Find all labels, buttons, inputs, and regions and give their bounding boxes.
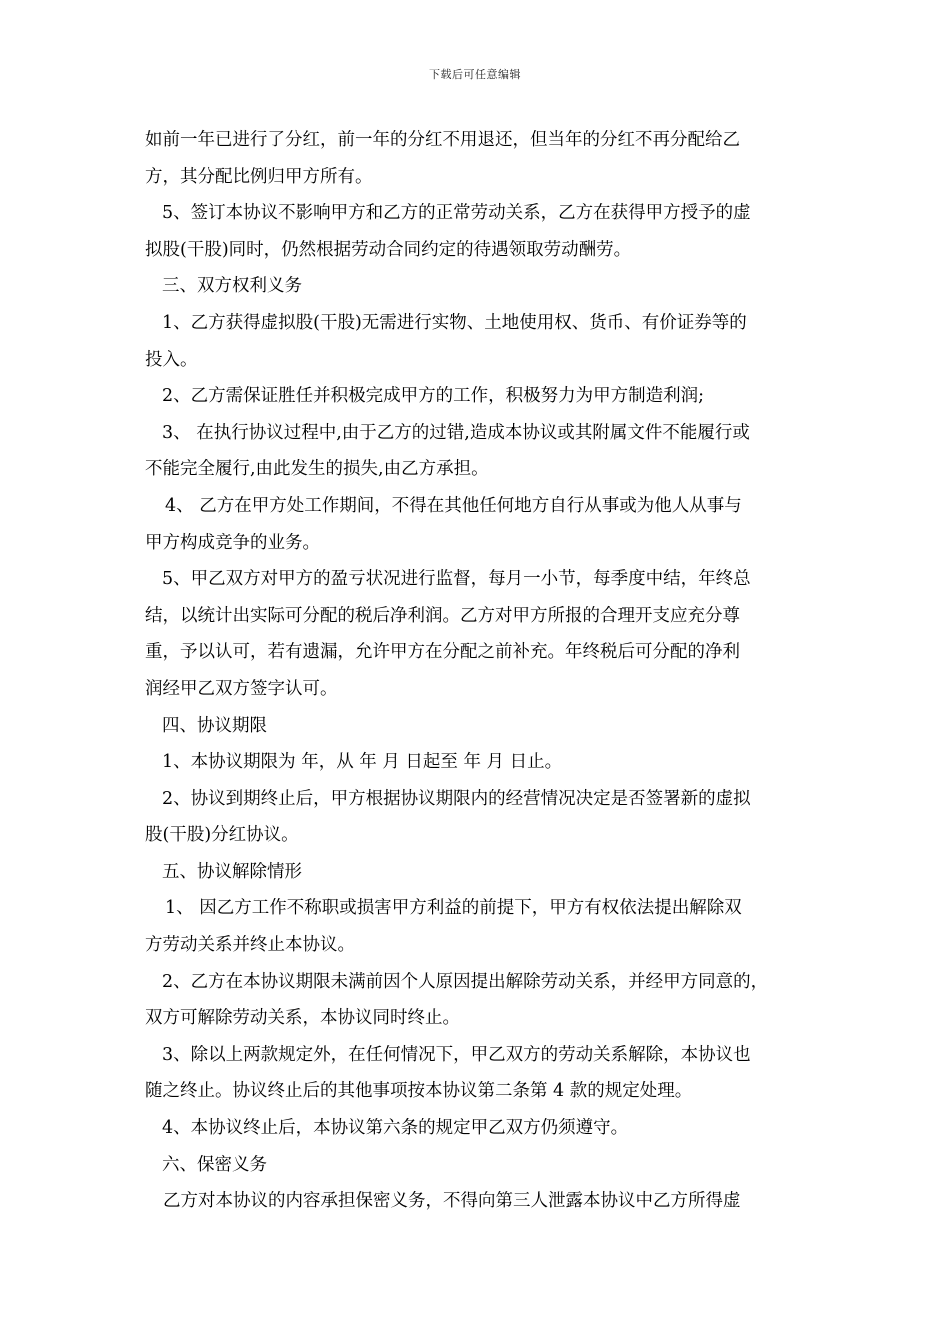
document-body <box>145 122 813 1220</box>
paragraph-line: 拟股(干股)同时，仍然根据劳动合同约定的待遇领取劳动酬劳。 <box>145 239 632 260</box>
section-heading: 四、协议期限 <box>162 715 267 736</box>
paragraph-line: 重，予以认可，若有遗漏，允许甲方在分配之前补充。年终税后可分配的净利 <box>145 642 740 663</box>
paragraph-line: 2、协议到期终止后，甲方根据协议期限内的经营情况决定是否签署新的虚拟 <box>162 788 751 809</box>
paragraph-line: 甲方构成竞争的业务。 <box>145 532 320 553</box>
paragraph-line: 双方可解除劳动关系，本协议同时终止。 <box>145 1008 460 1029</box>
paragraph-line: 4、 乙方在甲方处工作期间，不得在其他任何地方自行从事或为他人从事与 <box>165 495 742 516</box>
paragraph-line: 股(干股)分红协议。 <box>145 825 299 846</box>
paragraph-line: 4、本协议终止后，本协议第六条的规定甲乙双方仍须遵守。 <box>162 1118 629 1139</box>
paragraph-line: 随之终止。协议终止后的其他事项按本协议第二条第 4 款的规定处理。 <box>145 1081 693 1102</box>
paragraph-line: 2、乙方需保证胜任并积极完成甲方的工作，积极努力为甲方制造利润; <box>162 386 705 407</box>
section-heading: 五、协议解除情形 <box>162 861 302 882</box>
paragraph-line: 方劳动关系并终止本协议。 <box>145 935 355 956</box>
section-heading: 六、保密义务 <box>162 1154 267 1175</box>
paragraph-line: 如前一年已进行了分红，前一年的分红不用退还，但当年的分红不再分配给乙 <box>145 130 740 150</box>
paragraph-line: 5、签订本协议不影响甲方和乙方的正常劳动关系，乙方在获得甲方授予的虚 <box>162 203 751 224</box>
paragraph-line: 方，其分配比例归甲方所有。 <box>145 166 373 187</box>
paragraph-line: 1、本协议期限为 年，从 年 月 日起至 年 月 日止。 <box>162 752 563 773</box>
paragraph-line: 3、 在执行协议过程中,由于乙方的过错,造成本协议或其附属文件不能履行或 <box>162 422 750 443</box>
paragraph-line: 2、乙方在本协议期限未满前因个人原因提出解除劳动关系，并经甲方同意的， <box>162 971 769 992</box>
page-header: 下载后可任意编辑 <box>429 68 521 81</box>
paragraph-line: 3、除以上两款规定外，在任何情况下，甲乙双方的劳动关系解除，本协议也 <box>162 1044 751 1065</box>
paragraph-line: 1、 因乙方工作不称职或损害甲方利益的前提下，甲方有权依法提出解除双 <box>165 898 742 919</box>
paragraph-line: 不能完全履行,由此发生的损失,由乙方承担。 <box>145 459 489 480</box>
paragraph-line: 投入。 <box>145 349 198 370</box>
paragraph-line: 润经甲乙双方签字认可。 <box>145 678 338 699</box>
paragraph-line: 乙方对本协议的内容承担保密义务，不得向第三人泄露本协议中乙方所得虚 <box>163 1191 741 1212</box>
paragraph-line: 结，以统计出实际可分配的税后净利润。乙方对甲方所报的合理开支应充分尊 <box>145 605 740 626</box>
paragraph-line: 5、甲乙双方对甲方的盈亏状况进行监督，每月一小节，每季度中结，年终总 <box>162 569 751 590</box>
paragraph-line: 1、乙方获得虚拟股(干股)无需进行实物、土地使用权、货币、有价证券等的 <box>162 312 747 333</box>
section-heading: 三、双方权利义务 <box>162 276 302 297</box>
